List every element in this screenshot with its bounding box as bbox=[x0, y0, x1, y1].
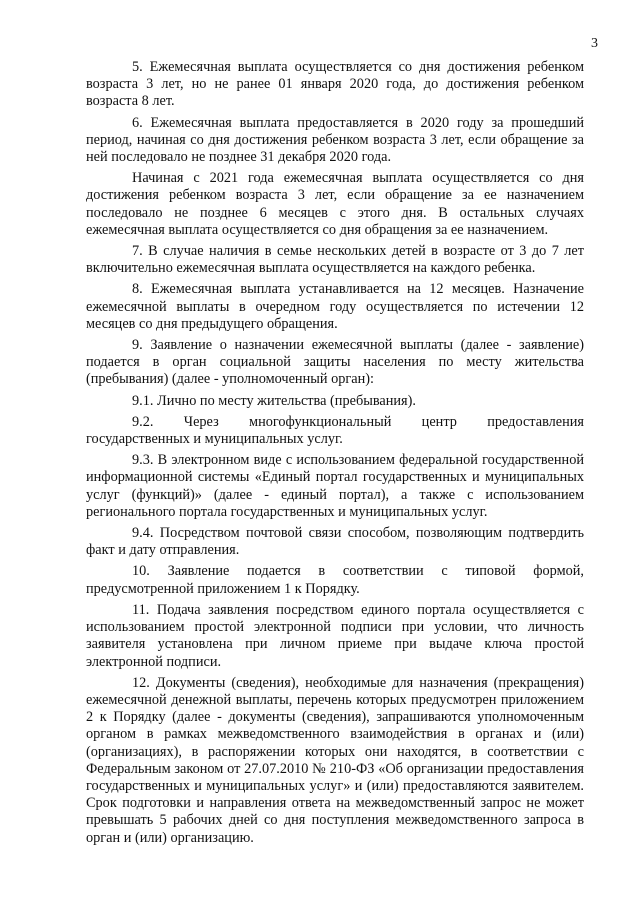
paragraph-8: 8. Ежемесячная выплата устанавливается на 12 месяцев. Назначение ежемесячной выплаты в очередном году осуществляется по истечении 12 месяцев со дня предыдущего обращения. bbox=[86, 281, 584, 332]
document-body bbox=[86, 59, 584, 851]
paragraph-9-4: 9.4. Посредством почтовой связи способом, позволяющим подтвердить факт и дату отправления. bbox=[86, 525, 584, 559]
paragraph-6: 6. Ежемесячная выплата предоставляется в 2020 году за прошедший период, начиная со дня достижения ребенком возраста 3 лет, если обращение за ней последовало не позднее 31 декабря 2020 года. bbox=[86, 114, 584, 166]
paragraph-9-3: 9.3. В электронном виде с использованием федеральной государственной информационной системы «Единый портал государственных и муниципальных услуг (функций)» (далее - единый портал), а также с использованием регионального портала государственных и муниципальных услуг. bbox=[86, 452, 584, 520]
paragraph-5: 5. Ежемесячная выплата осуществляется со дня достижения ребенком возраста 3 лет, но не ранее 01 января 2020 года, до достижения ребенком возраста 8 лет. bbox=[86, 59, 584, 110]
page-number: 3 bbox=[591, 36, 598, 51]
paragraph-12: 12. Документы (сведения), необходимые для назначения (прекращения) ежемесячной денежной выплаты, перечень которых предусмотрен приложением 2 к Порядку (далее - документы (сведения), запрашиваются уполномоченным органом в рамках межведомственного взаимодействия в органах и (или) (организациях), в распоряжении которых они находятся, в соответствии с Федеральным законом от 27.07.2010 № 210-ФЗ «Об организации предоставления государственных и муниципальных услуг» и (или) предоставляются заявителем. Срок подготовки и направления ответа на межведомственный запрос не может превышать 5 рабочих дней со дня поступления межведомственного запроса в орган и (или) организацию. bbox=[86, 674, 584, 846]
paragraph-9: 9. Заявление о назначении ежемесячной выплаты (далее - заявление) подается в орган социальной защиты населения по месту жительства (пребывания) (далее - уполномоченный орган): bbox=[86, 337, 584, 388]
paragraph-9-1: 9.1. Лично по месту жительства (пребывания). bbox=[132, 392, 416, 409]
paragraph-9-2: 9.2. Через многофункциональный центр предоставления государственных и муниципальных услуг. bbox=[86, 413, 584, 448]
paragraph-11: 11. Подача заявления посредством единого портала осуществляется с использованием простой электронной подписи при условии, что личность заявителя установлена при личном приеме при выдаче ключа простой электронной подписи. bbox=[86, 601, 584, 670]
paragraph-10: 10. Заявление подается в соответствии с типовой формой, предусмотренной приложением 1 к Порядку. bbox=[86, 563, 584, 597]
paragraph-7: 7. В случае наличия в семье нескольких детей в возрасте от 3 до 7 лет включительно ежемесячная выплата осуществляется на каждого ребенка. bbox=[86, 243, 584, 277]
paragraph-6-continuation: Начиная с 2021 года ежемесячная выплата осуществляется со дня достижения ребенком возраста 3 лет, если обращение за ее назначением последовало не позднее 6 месяцев с этого дня. В остальных случаях ежемесячная выплата осуществляется со дня обращения за ее назначением. bbox=[86, 170, 584, 238]
